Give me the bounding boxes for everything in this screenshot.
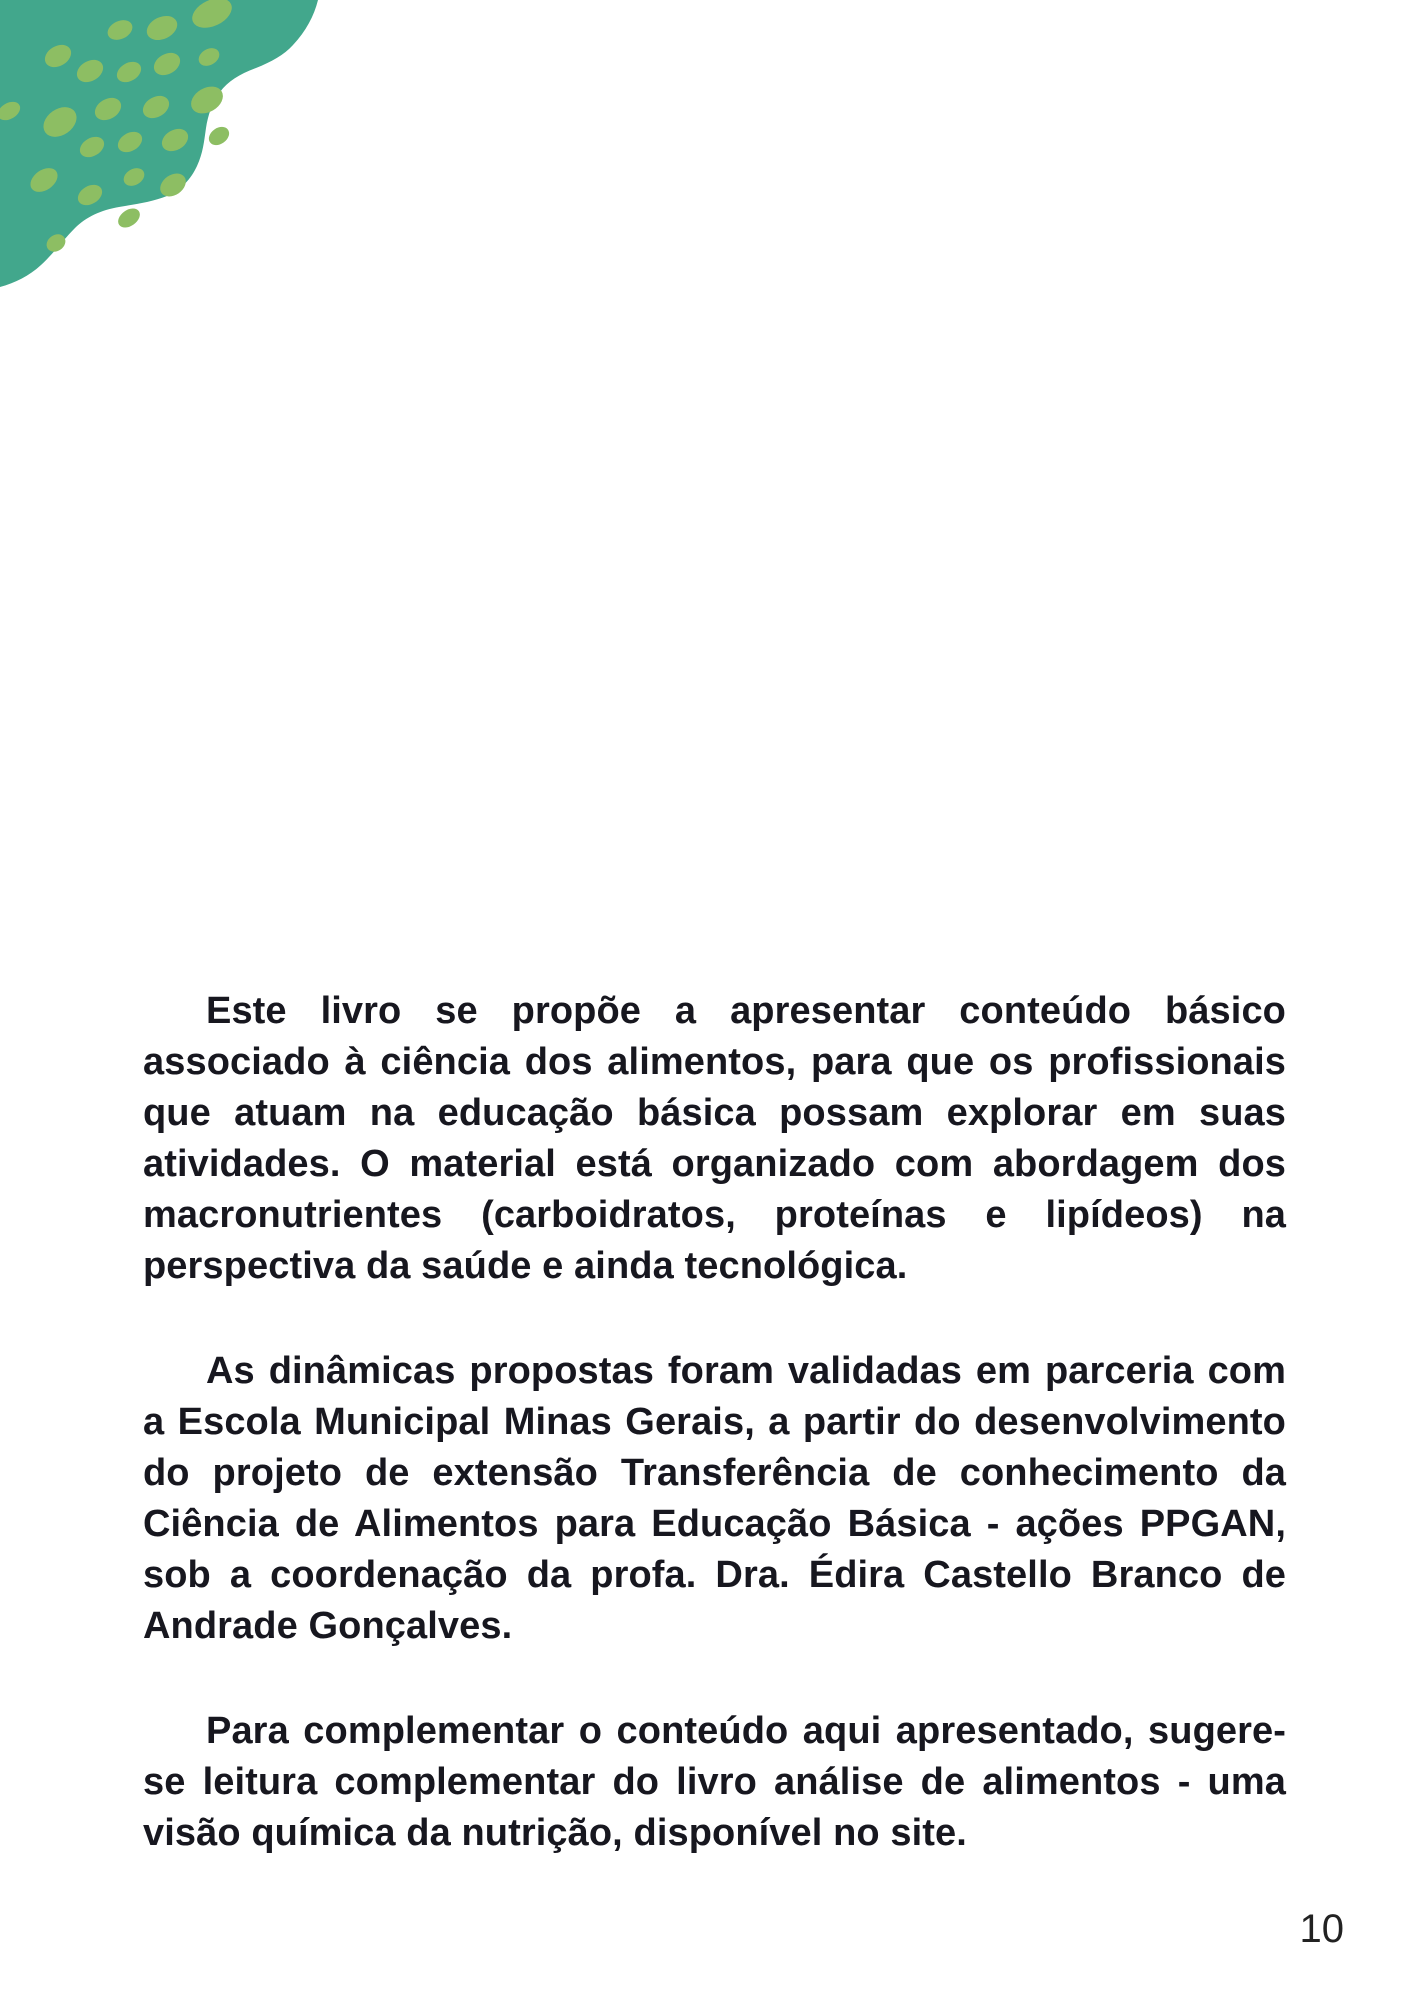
body-text-block (143, 986, 1286, 1913)
corner-blob-decoration-icon (0, 0, 335, 292)
paragraph-intro: Este livro se propõe a apresentar conteúdo básico associado à ciência dos alimentos, para que os profissionais que atuam na educação básica possam explorar em suas atividades. O material está organizado com abordagem dos macronutrientes (carboidratos, proteínas e lipídeos) na perspectiva da saúde e ainda tecnológica. (143, 990, 1286, 1287)
paragraph-dynamics: As dinâmicas propostas foram validadas em parceria com a Escola Municipal Minas Gerais, a partir do desenvolvimento do projeto de extensão Transferência de conhecimento da Ciência de Alimentos para Educação Básica - ações PPGAN, sob a coordenação da profa. Dra. Édira Castello Branco de Andrade Gonçalves. (143, 1350, 1286, 1647)
page-number: 10 (1299, 1907, 1344, 1951)
paragraph-complementary-reading: Para complementar o conteúdo aqui apresentado, sugere-se leitura complementar do livro análise de alimentos - uma visão química da nutrição, disponível no site. (143, 1710, 1286, 1854)
